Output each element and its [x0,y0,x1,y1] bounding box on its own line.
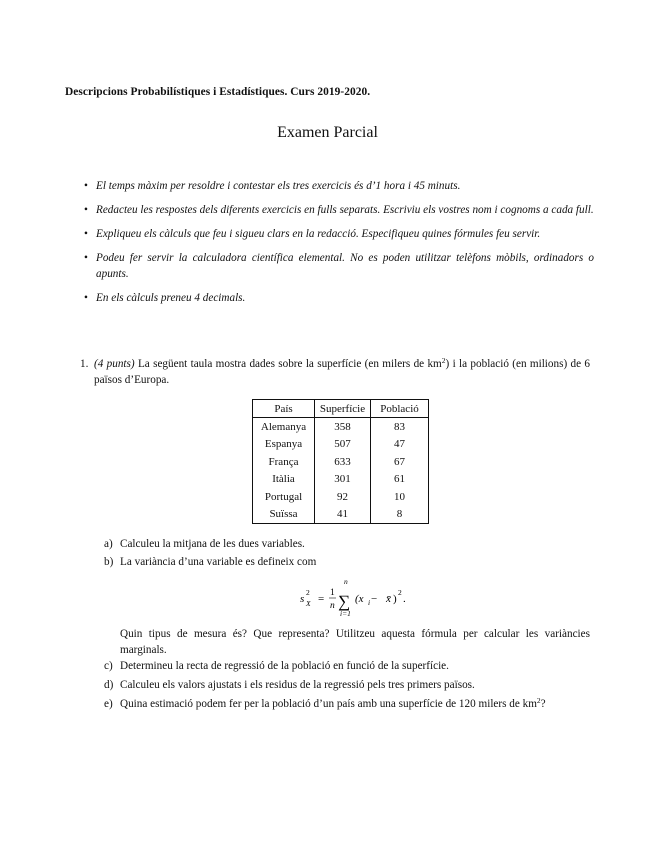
data-table [252,399,429,524]
sigma-icon: ∑ [338,592,351,611]
table-row: Suïssa 41 8 [253,505,429,523]
formula-body-subscript: i [368,598,371,607]
instruction-item: • En els càlculs preneu 4 decimals. [84,290,594,306]
formula-body: (x [355,593,364,605]
formula-s-power: 2 [306,588,310,597]
question-intro: (4 punts) La següent taula mostra dades sobre la superfície (en milers de $km^2$) i la població (en milions) de 6 països d’Europa. [94,356,590,386]
question-1 [80,356,590,388]
formula-equals: = [318,593,325,605]
part-c: c) Determineu la recta de regressió de la població en funció de la superfície. [104,660,449,672]
formula-end: . [403,593,406,605]
part-b: b) La variància d’una variable es defineix com [104,556,317,568]
formula-minus: − [371,593,378,605]
formula-s-subscript: X [306,599,311,608]
instruction-item: • Expliqueu els càlculs que feu i sigueu clars en la redacció. Especifiqueu quines fórmules feu servir. [84,226,594,242]
formula-power: 2 [398,588,402,597]
column-header: Població [371,400,429,418]
formula-numerator: 1 [330,588,335,598]
table-row: Itàlia 301 61 [253,471,429,488]
part-e: e) Quina estimació podem fer per la població d’un país amb una superfície de 120 milers de $km^2$? [104,696,546,710]
instructions-list [84,178,594,314]
table-row: Portugal 92 10 [253,488,429,505]
formula-s: s [300,593,305,605]
table-row: França 633 67 [253,453,429,470]
question-points: (4 punts) [94,358,135,370]
table-header-row [253,400,429,418]
variance-formula [300,577,440,618]
instruction-item: • Podeu fer servir la calculadora científica elemental. No es poden utilitzar telèfons mòbils, ordinadors o apunts. [84,250,594,282]
formula-close: ) [393,593,397,605]
page-title: Examen Parcial [277,124,378,141]
formula-denominator: n [330,601,335,611]
question-number: 1. [80,358,89,370]
part-d: d) Calculeu els valors ajustats i els residus de la regressió pels tres primers països. [104,679,475,691]
instruction-item: • El temps màxim per resoldre i contestar els tres exercicis és d’1 hora i 45 minuts. [84,178,594,194]
table-row: Alemanya 358 83 [253,418,429,436]
part-a: a) Calculeu la mitjana de les dues variables. [104,538,305,550]
course-heading: Descripcions Probabilístiques i Estadístiques. Curs 2019-2020. [65,86,371,98]
instruction-item: • Redacteu les respostes dels diferents exercicis en fulls separats. Escriviu els vostres nom i cognoms a cada full. [84,202,594,218]
variance-formula-svg [300,578,440,618]
formula-xbar: x̄ [386,593,391,605]
column-header: Superfície [315,400,371,418]
sigma-lower-limit: i=1 [340,609,351,618]
column-header: País [253,400,315,418]
part-b-question: Quin tipus de mesura és? Que representa? Utilitzeu aquesta fórmula per calcular les variàncies marginals. [120,628,590,656]
table-row: Espanya 507 47 [253,436,429,453]
sigma-upper-limit: n [344,577,348,586]
